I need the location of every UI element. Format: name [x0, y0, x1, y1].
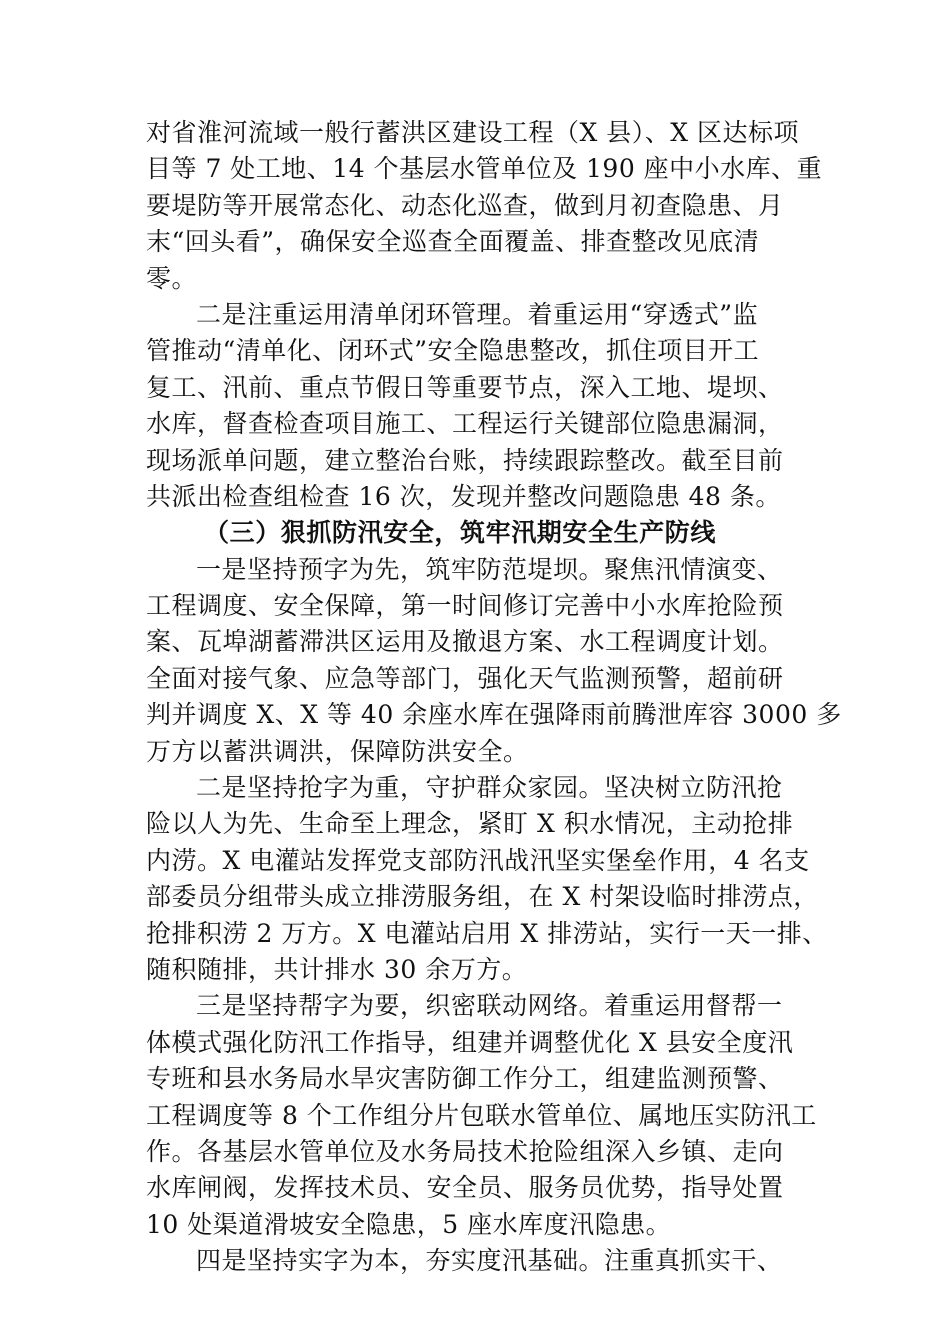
text-line: 内涝。X 电灌站发挥党支部防汛战汛坚实堡垒作用，4 名支 [146, 845, 810, 875]
section-heading: （三）狠抓防汛安全，筑牢汛期安全生产防线 [204, 518, 717, 548]
text-line: 水库闸阀，发挥技术员、安全员、服务员优势，指导处置 [146, 1173, 784, 1203]
text-line: 判并调度 X、X 等 40 余座水库在强降雨前腾泄库容 3000 多 [146, 700, 842, 730]
text-line: 管推动“清单化、闭环式”安全隐患整改，抓住项目开工 [146, 336, 760, 366]
paragraph-first-line: 三是坚持帮字为要，织密联动网络。着重运用督帮一 [196, 991, 783, 1021]
text-line: 工程调度、安全保障，第一时间修订完善中小水库抢险预 [146, 591, 784, 621]
text-line: 险以人为先、生命至上理念，紧盯 X 积水情况，主动抢排 [146, 809, 794, 839]
text-line: 专班和县水务局水旱灾害防御工作分工，组建监测预警、 [146, 1064, 784, 1094]
text-line: 要堤防等开展常态化、动态化巡查，做到月初查隐患、月 [146, 190, 784, 220]
text-line: 目等 7 处工地、14 个基层水管单位及 190 座中小水库、重 [146, 154, 823, 184]
text-line: 抢排积涝 2 万方。X 电灌站启用 X 排涝站，实行一天一排、 [146, 918, 828, 948]
paragraph-first-line: 一是坚持预字为先，筑牢防范堤坝。聚焦汛情演变、 [196, 554, 783, 584]
text-line: 作。各基层水管单位及水务局技术抢险组深入乡镇、走向 [146, 1136, 784, 1166]
text-line: 体模式强化防汛工作指导，组建并调整优化 X 县安全度汛 [146, 1027, 794, 1057]
text-line: 对省淮河流域一般行蓄洪区建设工程（X 县）、X 区达标项 [146, 118, 799, 147]
text-line: 工程调度等 8 个工作组分片包联水管单位、属地压实防汛工 [146, 1100, 817, 1130]
document-body [146, 115, 842, 1280]
text-line: 共派出检查组检查 16 次，发现并整改问题隐患 48 条。 [146, 481, 781, 511]
text-line: 末“回头看”，确保安全巡查全面覆盖、排查整改见底清 [146, 227, 760, 257]
paragraph-first-line: 二是坚持抢字为重，守护群众家园。坚决树立防汛抢 [196, 773, 783, 803]
text-line: 案、瓦埠湖蓄滞洪区运用及撤退方案、水工程调度计划。 [146, 627, 784, 657]
text-line: 万方以蓄洪调洪，保障防洪安全。 [146, 736, 529, 766]
text-line: 复工、汛前、重点节假日等重要节点，深入工地、堤坝、 [146, 372, 784, 402]
text-line: 全面对接气象、应急等部门，强化天气监测预警，超前研 [146, 663, 784, 693]
paragraph-first-line: 四是坚持实字为本，夯实度汛基础。注重真抓实干、 [196, 1246, 783, 1276]
text-line: 现场派单问题，建立整治台账，持续跟踪整改。截至目前 [146, 445, 784, 475]
text-line: 零。 [146, 263, 198, 293]
text-line: 水库，督查检查项目施工、工程运行关键部位隐患漏洞， [146, 409, 784, 439]
text-line: 随积随排，共计排水 30 余万方。 [146, 954, 528, 984]
paragraph-first-line: 二是注重运用清单闭环管理。着重运用“穿透式”监 [196, 299, 759, 329]
text-line: 部委员分组带头成立排涝服务组，在 X 村架设临时排涝点， [146, 882, 819, 912]
text-line: 10 处渠道滑坡安全隐患，5 座水库度汛隐患。 [146, 1209, 672, 1239]
